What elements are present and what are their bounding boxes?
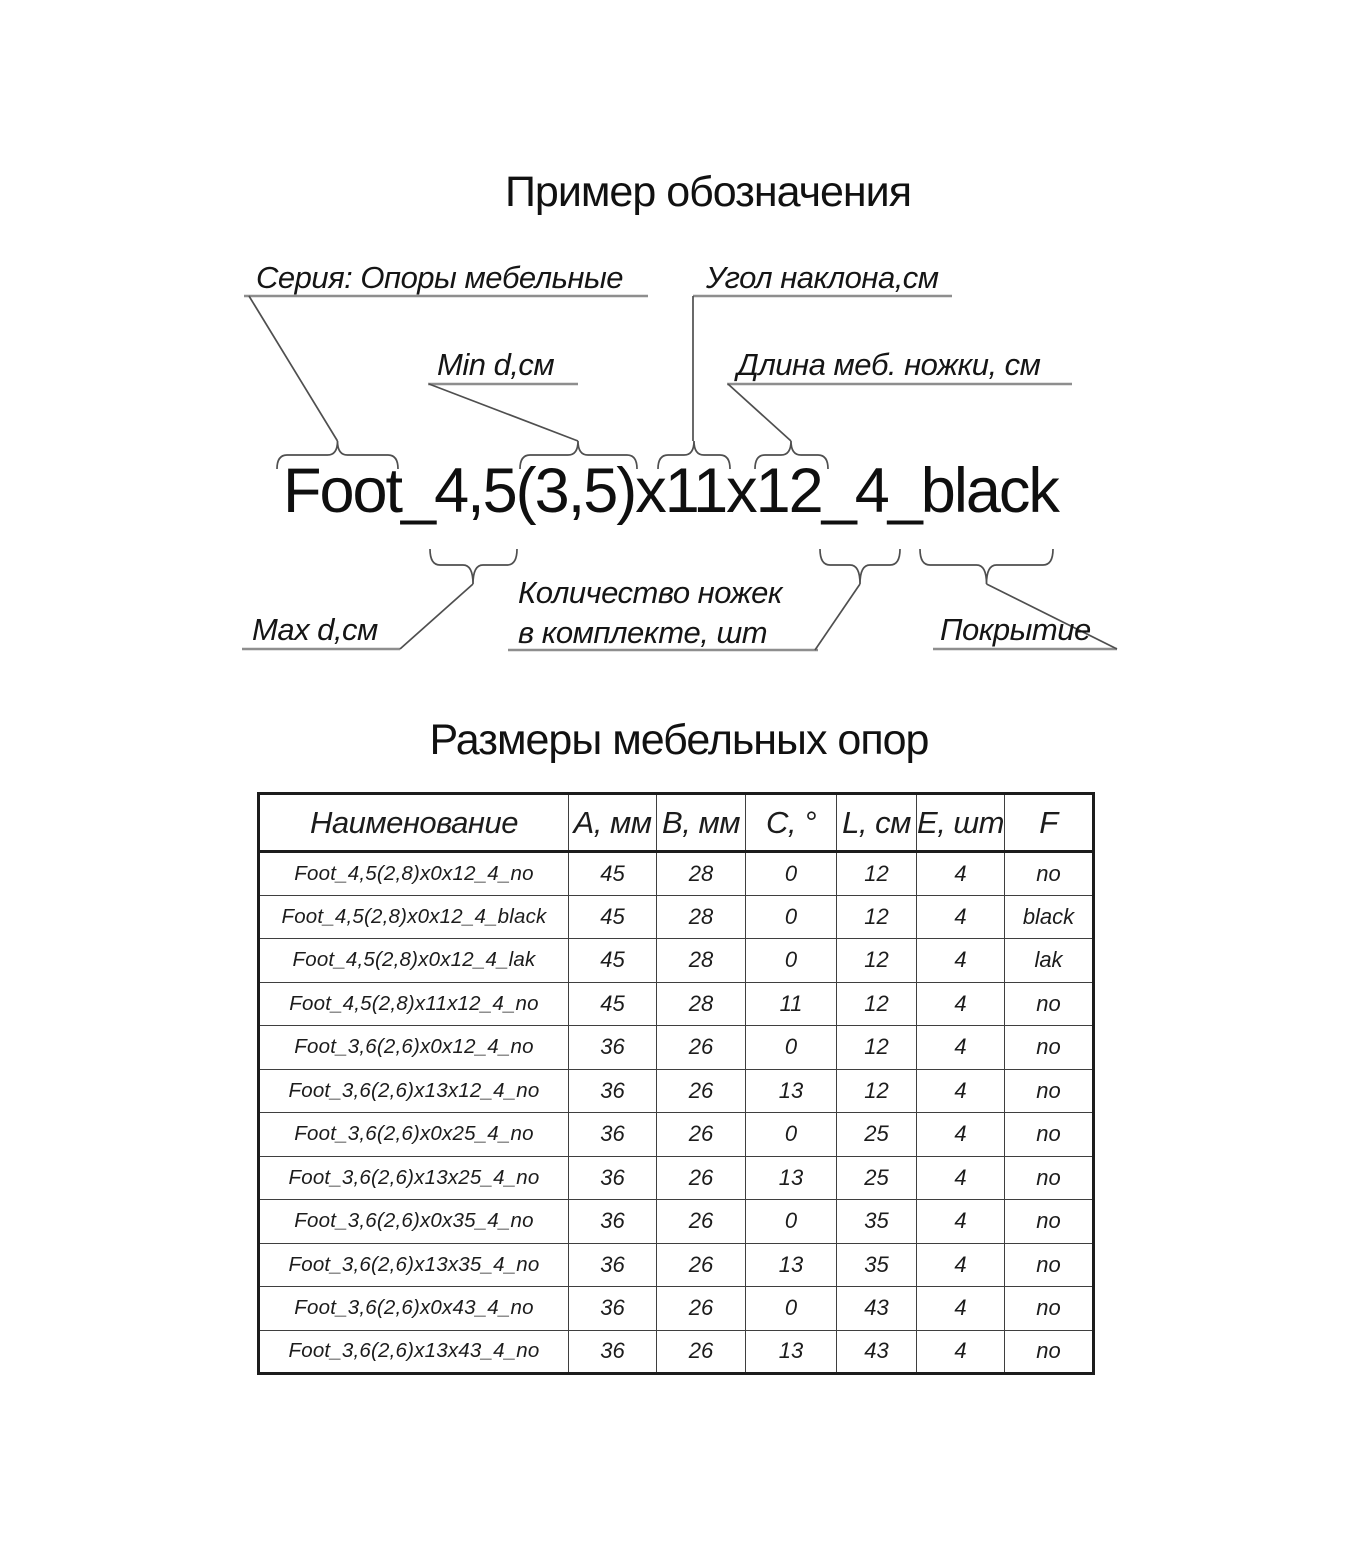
value-cell: 36 <box>569 1200 657 1244</box>
value-cell: 36 <box>569 1330 657 1374</box>
name-cell: Foot_4,5(2,8)x0x12_4_no <box>259 852 569 896</box>
value-cell: 45 <box>569 895 657 939</box>
value-cell: 13 <box>746 1243 837 1287</box>
table-row <box>259 1243 1094 1287</box>
table-row <box>259 982 1094 1026</box>
value-cell: 36 <box>569 1287 657 1331</box>
label-series: Серия: Опоры мебельные <box>256 260 624 295</box>
value-cell: 0 <box>746 1026 837 1070</box>
name-cell: Foot_4,5(2,8)x11x12_4_no <box>259 982 569 1026</box>
value-cell: 4 <box>917 1026 1005 1070</box>
value-cell: 43 <box>837 1330 917 1374</box>
designation-section-title: Пример обозначения <box>505 168 911 216</box>
value-cell: 36 <box>569 1156 657 1200</box>
table-row <box>259 1026 1094 1070</box>
label-qty-line1: Количество ножек <box>518 575 782 610</box>
qty-leader-line <box>815 584 860 650</box>
name-cell: Foot_3,6(2,6)x13x35_4_no <box>259 1243 569 1287</box>
designation-code: Foot_4,5(3,5)x11x12_4_black <box>283 456 1058 526</box>
name-cell: Foot_3,6(2,6)x0x35_4_no <box>259 1200 569 1244</box>
name-cell: Foot_3,6(2,6)x13x25_4_no <box>259 1156 569 1200</box>
column-header: F <box>1005 794 1094 852</box>
value-cell: 28 <box>657 895 746 939</box>
value-cell: 4 <box>917 1200 1005 1244</box>
value-cell: 4 <box>917 1156 1005 1200</box>
value-cell: 4 <box>917 982 1005 1026</box>
value-cell: no <box>1005 1069 1094 1113</box>
value-cell: 45 <box>569 982 657 1026</box>
value-cell: 4 <box>917 1243 1005 1287</box>
value-cell: 4 <box>917 1330 1005 1374</box>
brace-qty-segment <box>820 549 900 584</box>
value-cell: black <box>1005 895 1094 939</box>
value-cell: 26 <box>657 1156 746 1200</box>
value-cell: 12 <box>837 895 917 939</box>
table-row <box>259 1113 1094 1157</box>
name-cell: Foot_3,6(2,6)x0x12_4_no <box>259 1026 569 1070</box>
value-cell: 26 <box>657 1287 746 1331</box>
value-cell: no <box>1005 1243 1094 1287</box>
value-cell: 4 <box>917 1113 1005 1157</box>
value-cell: 0 <box>746 1200 837 1244</box>
value-cell: 12 <box>837 852 917 896</box>
series-leader-line <box>249 296 338 441</box>
table-row <box>259 939 1094 983</box>
min-d-leader-line <box>429 384 578 441</box>
value-cell: 43 <box>837 1287 917 1331</box>
max-d-leader-line <box>400 584 473 649</box>
label-coating: Покрытие <box>940 612 1091 647</box>
value-cell: 13 <box>746 1156 837 1200</box>
column-header: E, шт <box>917 794 1005 852</box>
value-cell: 12 <box>837 1069 917 1113</box>
value-cell: lak <box>1005 939 1094 983</box>
label-qty <box>518 573 782 653</box>
value-cell: 36 <box>569 1243 657 1287</box>
brace-coating-segment <box>920 549 1053 584</box>
value-cell: 26 <box>657 1026 746 1070</box>
value-cell: 13 <box>746 1069 837 1113</box>
name-cell: Foot_3,6(2,6)x0x43_4_no <box>259 1287 569 1331</box>
value-cell: 28 <box>657 939 746 983</box>
table-row <box>259 1069 1094 1113</box>
table-body <box>259 852 1094 1374</box>
value-cell: 12 <box>837 939 917 983</box>
value-cell: 4 <box>917 939 1005 983</box>
value-cell: 25 <box>837 1113 917 1157</box>
label-leg-length: Длина меб. ножки, см <box>737 347 1041 382</box>
value-cell: 4 <box>917 852 1005 896</box>
label-max-d: Max d,см <box>252 612 378 647</box>
value-cell: 0 <box>746 852 837 896</box>
table-row <box>259 1287 1094 1331</box>
value-cell: no <box>1005 1026 1094 1070</box>
value-cell: 45 <box>569 852 657 896</box>
value-cell: 0 <box>746 1113 837 1157</box>
value-cell: 26 <box>657 1243 746 1287</box>
column-header: Наименование <box>259 794 569 852</box>
value-cell: 0 <box>746 895 837 939</box>
table-row <box>259 794 1094 852</box>
value-cell: 4 <box>917 895 1005 939</box>
value-cell: 26 <box>657 1200 746 1244</box>
name-cell: Foot_3,6(2,6)x0x25_4_no <box>259 1113 569 1157</box>
name-cell: Foot_4,5(2,8)x0x12_4_lak <box>259 939 569 983</box>
table-row <box>259 1156 1094 1200</box>
value-cell: 25 <box>837 1156 917 1200</box>
table-section-title: Размеры мебельных опор <box>429 716 929 764</box>
value-cell: 13 <box>746 1330 837 1374</box>
table-row <box>259 1330 1094 1374</box>
value-cell: 36 <box>569 1113 657 1157</box>
value-cell: 26 <box>657 1330 746 1374</box>
value-cell: 35 <box>837 1243 917 1287</box>
value-cell: 45 <box>569 939 657 983</box>
column-header: A, мм <box>569 794 657 852</box>
value-cell: 26 <box>657 1113 746 1157</box>
column-header: B, мм <box>657 794 746 852</box>
value-cell: 0 <box>746 939 837 983</box>
value-cell: 4 <box>917 1069 1005 1113</box>
table-row <box>259 895 1094 939</box>
leg-length-leader-line <box>728 384 791 441</box>
table-row <box>259 1200 1094 1244</box>
brace-max-d-segment <box>430 549 517 584</box>
value-cell: 0 <box>746 1287 837 1331</box>
value-cell: 12 <box>837 1026 917 1070</box>
name-cell: Foot_3,6(2,6)x13x12_4_no <box>259 1069 569 1113</box>
value-cell: no <box>1005 1113 1094 1157</box>
value-cell: 35 <box>837 1200 917 1244</box>
table-header-row <box>259 794 1094 852</box>
label-qty-line2: в комплекте, шт <box>518 615 768 650</box>
name-cell: Foot_4,5(2,8)x0x12_4_black <box>259 895 569 939</box>
value-cell: 4 <box>917 1287 1005 1331</box>
value-cell: 28 <box>657 852 746 896</box>
value-cell: no <box>1005 1156 1094 1200</box>
name-cell: Foot_3,6(2,6)x13x43_4_no <box>259 1330 569 1374</box>
label-min-d: Min d,см <box>437 347 555 382</box>
dimensions-table <box>257 792 1095 1375</box>
value-cell: 28 <box>657 982 746 1026</box>
value-cell: no <box>1005 852 1094 896</box>
value-cell: 36 <box>569 1069 657 1113</box>
value-cell: no <box>1005 1200 1094 1244</box>
value-cell: 36 <box>569 1026 657 1070</box>
value-cell: 11 <box>746 982 837 1026</box>
label-angle: Угол наклона,см <box>706 260 939 295</box>
value-cell: no <box>1005 1287 1094 1331</box>
value-cell: no <box>1005 982 1094 1026</box>
table-row <box>259 852 1094 896</box>
value-cell: 26 <box>657 1069 746 1113</box>
value-cell: 12 <box>837 982 917 1026</box>
column-header: C, ° <box>746 794 837 852</box>
column-header: L, см <box>837 794 917 852</box>
value-cell: no <box>1005 1330 1094 1374</box>
